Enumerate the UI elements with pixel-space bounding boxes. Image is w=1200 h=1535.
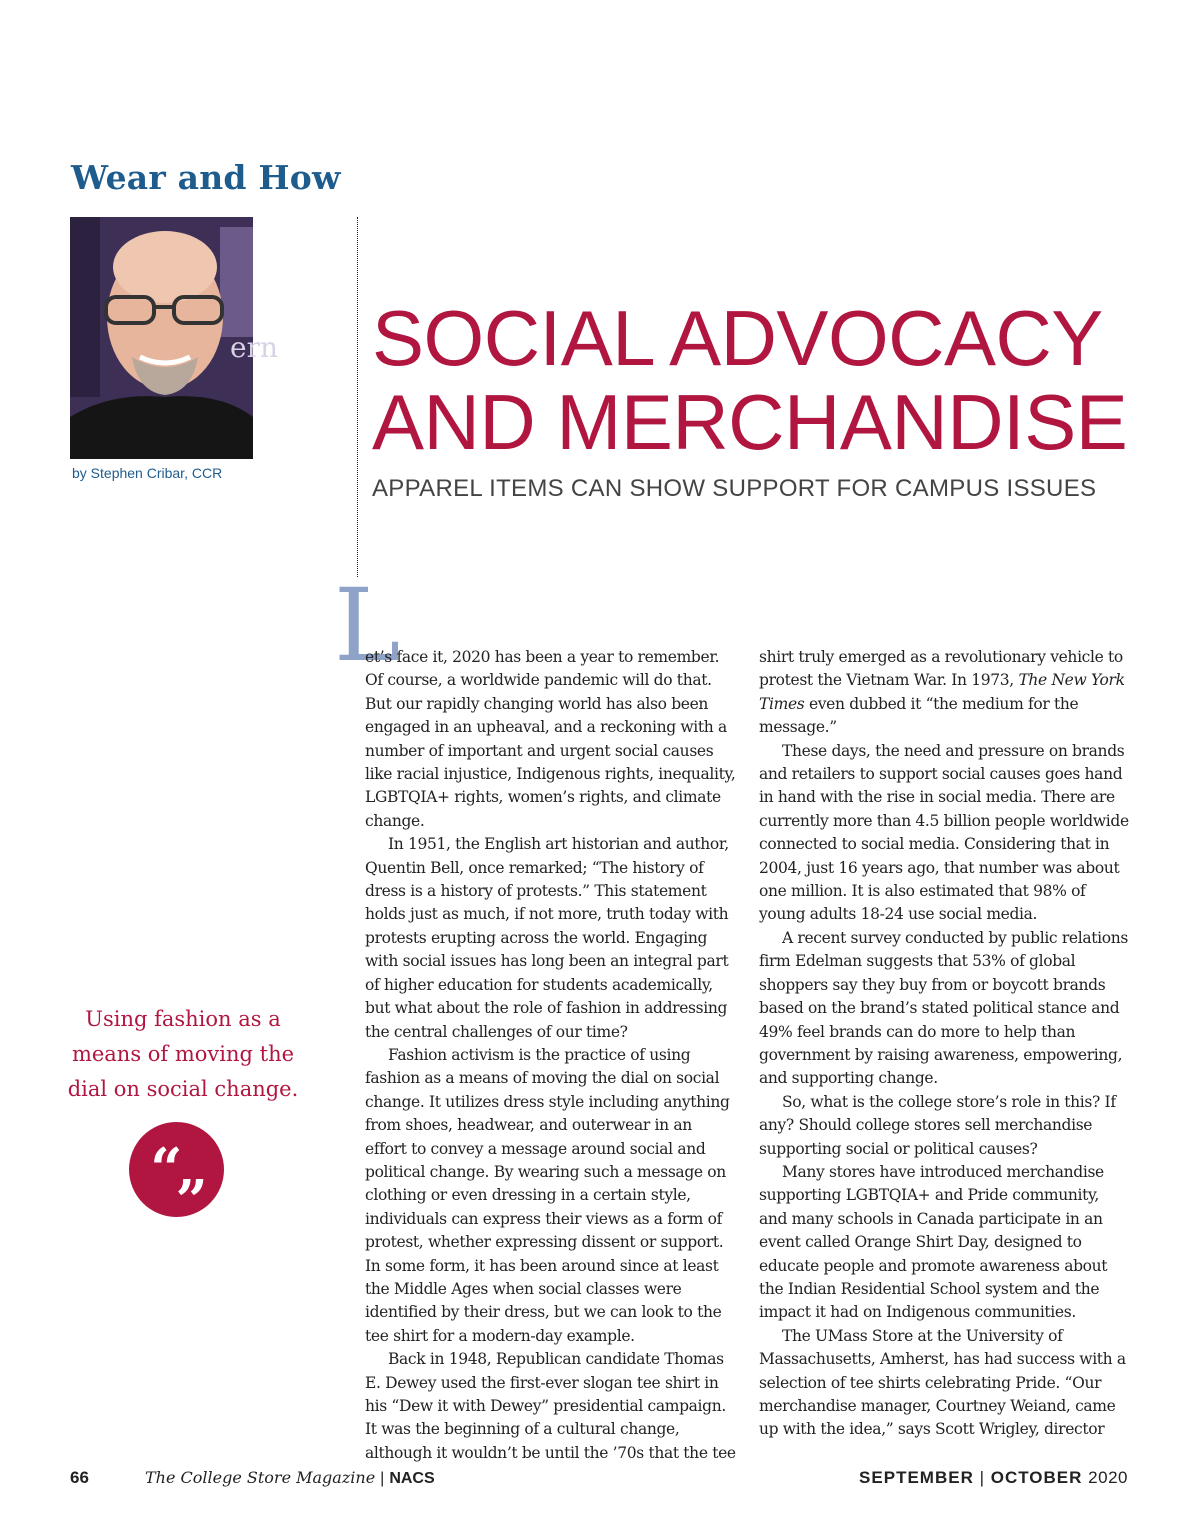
magazine-name: The College Store Magazine [145, 1468, 376, 1487]
footer-separator: | [380, 1470, 385, 1487]
footer-separator: | [979, 1468, 985, 1487]
paragraph [759, 646, 1131, 740]
pull-quote: Using fashion as a means of moving the dial on social change. [67, 1007, 299, 1101]
drop-cap: L [334, 567, 401, 684]
quote-mark-icon: “„ [129, 1122, 224, 1217]
paragraph: So, what is the college store’s role in this? If any? Should college stores sell merchandise supporting social or political causes? [759, 1092, 1116, 1158]
headline-line-1: SOCIAL ADVOCACY [372, 294, 1103, 382]
author-portrait-image [70, 217, 278, 459]
dotted-divider [357, 217, 358, 577]
issue-date [859, 1468, 1128, 1488]
article-headline [372, 296, 1172, 464]
author-photo [70, 217, 278, 459]
page-number: 66 [70, 1468, 89, 1487]
paragraph: These days, the need and pressure on brands and retailers to support social causes goes hand in hand with the rise in social media. There are currently more than 4.5 billion people worldwide connected to social media. Considering that in 2004, just 16 years ago, that number was about one million. It is also estimated that 98% of young adults 18-24 use social media. [759, 741, 1129, 924]
article-deck: APPAREL ITEMS CAN SHOW SUPPORT FOR CAMPUS ISSUES [372, 475, 1097, 502]
paragraph: Back in 1948, Republican candidate Thomas E. Dewey used the first-ever slogan tee shirt in his “Dew it with Dewey” presidential campaign. It was the beginning of a cultural change, although it wouldn’t be until the ’70s that the tee [365, 1350, 736, 1462]
issue-month-1: SEPTEMBER [859, 1468, 974, 1487]
headline-line-2: AND MERCHANDISE [372, 378, 1128, 466]
paragraph: In 1951, the English art historian and author, Quentin Bell, once remarked; “The history of dress is a history of protests.” This statement holds just as much, if not more, truth today with protests erupting across the world. Engaging with social issues has long been an integral part of higher education for students academically, but what about the role of fashion in addressing the central challenges of our time? [365, 835, 729, 1041]
svg-text:ern: ern [230, 331, 278, 364]
body-column-1 [365, 646, 737, 1465]
issue-year: 2020 [1088, 1468, 1128, 1487]
author-byline: by Stephen Cribar, CCR [72, 465, 223, 481]
org-name: NACS [389, 1470, 435, 1487]
paragraph: Fashion activism is the practice of using fashion as a means of moving the dial on social change. It utilizes dress style including anything from shoes, headwear, and outerwear in an effort to convey a message around social and political change. By wearing such a message on clothing or even dressing in a certain style, individuals can express their views as a form of protest, whether expressing dissent or support. In some form, it has been around since at least the Middle Ages when social classes were identified by their dress, but we can look to the tee shirt for a modern-day example. [365, 1045, 730, 1345]
paragraph: et’s face it, 2020 has been a year to remember. Of course, a worldwide pandemic will do that. But our rapidly changing world has also been engaged in an upheaval, and a reckoning with a number of important and urgent social causes like racial injustice, Indigenous rights, inequality, LGBTQIA+ rights, women’s rights, and climate change. [365, 648, 736, 830]
paragraph: The UMass Store at the University of Massachusetts, Amherst, has had success with a selection of tee shirts celebrating Pride. “Our merchandise manager, Courtney Weiand, came up with the idea,” says Scott Wrigley, director [759, 1326, 1126, 1439]
footer-publication [145, 1468, 435, 1488]
body-column-2 [759, 646, 1131, 1442]
publication-title: The New York Times [759, 671, 1125, 713]
paragraph-text: even dubbed it “the medium for the message.” [759, 694, 1079, 737]
issue-month-2: OCTOBER [990, 1468, 1083, 1487]
paragraph-text: shirt truly emerged as a revolutionary vehicle to protest the Vietnam War. In 1973, [759, 648, 1123, 690]
paragraph: Many stores have introduced merchandise supporting LGBTQIA+ and Pride community, and many schools in Canada participate in an event called Orange Shirt Day, designed to educate people and promote awareness about the Indian Residential School system and the impact it had on Indigenous communities. [759, 1162, 1108, 1322]
paragraph: A recent survey conducted by public relations firm Edelman suggests that 53% of global shoppers say they buy from or boycott brands based on the brand’s stated political stance and 49% feel brands can do more to help than government by raising awareness, empowering, and supporting change. [759, 928, 1128, 1088]
section-label: Wear and How [71, 158, 341, 197]
